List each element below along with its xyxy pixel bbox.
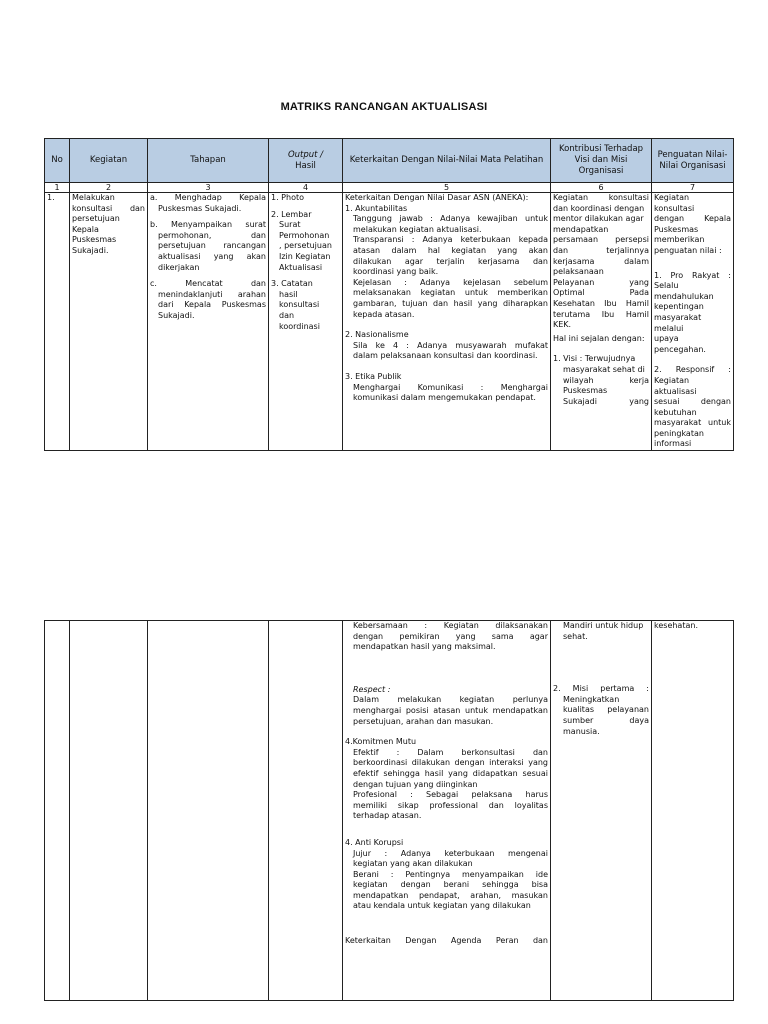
keterkaitan-cell: Keterkaitan Dengan Nilai Dasar ASN (ANEKA): 1. Akuntabilitas Tanggung jawab : Adanya kewajiban untuk melakukan kegiatan aktualisasi. Transparansi : Adanya keterbukaan kepada atasan dalam hal kegiatan yang akan dilakukan agar terjalin kerjasama dan koordinasi yang baik. Kejelasan : Adanya kejelasan sebelum melaksanakan kegiatan untuk memberikan gambaran, tujuan dan hasil yang diharapkan kepada atasan. 2. Nasionalisme Sila ke 4 : Adanya musyawarah mufakat dalam pelaksanaan konsultasi dan koordinasi. 3. Etika Publik Menghargai Komunikasi : Menghargai komunikasi dalam mengemukakan pendapat. — [343, 193, 551, 451]
column-number: 4 — [269, 183, 343, 193]
tahapan-cell — [148, 621, 269, 1001]
table-row — [45, 621, 734, 1001]
matrix-table-top — [44, 138, 734, 451]
table-row — [45, 193, 734, 451]
header-no: No — [45, 139, 70, 183]
column-number: 2 — [70, 183, 148, 193]
header-output-line-1: Output / — [287, 149, 324, 160]
column-number-row — [45, 183, 734, 193]
tahapan-cell — [148, 193, 269, 451]
page-title: MATRIKS RANCANGAN AKTUALISASI — [280, 101, 488, 113]
header-tahapan: Tahapan — [148, 139, 269, 183]
header-kontribusi: Kontribusi Terhadap Visi dan Misi Organisasi — [551, 139, 652, 183]
tahapan-item-a: a. Menghadap Kepala Puskesmas Sukajadi. — [150, 193, 266, 213]
output-item-3: 3. Catatan hasil konsultasi dan koordinasi — [271, 279, 320, 331]
kegiatan-cell: Melakukan konsultasi dan persetujuan Kepala Puskesmas Sukajadi. — [70, 193, 148, 451]
tahapan-item-c: c. Mencatat dan menindaklanjuti arahan dari Kepala Puskesmas Sukajadi. — [150, 279, 266, 320]
row-number: 1. — [45, 193, 70, 451]
header-penguatan: Penguatan Nilai-Nilai Organisasi — [652, 139, 734, 183]
header-output — [269, 139, 343, 183]
output-item-2: 2. Lembar Surat Permohonan , persetujuan Izin Kegiatan Aktualisasi — [271, 209, 332, 272]
kontribusi-cell: Kegiatan konsultasi dan koordinasi dengan mentor dilakukan agar mendapatkan persamaan persepsi dan terjalinnya kerjasama dalam pelaksanaan Pelayanan yang Optimal Pada Kesehatan Ibu Hamil terutama Ibu Hamil KEK. Hal ini sejalan dengan: 1. Visi : Terwujudnya masyarakat sehat di wilayah kerja Puskesmas Sukajadi yang — [551, 193, 652, 451]
output-item-1: 1. Photo — [271, 193, 304, 202]
header-output-line-2: Hasil — [295, 160, 316, 171]
column-number: 3 — [148, 183, 269, 193]
matrix-table-continued — [44, 620, 734, 1001]
keterkaitan-cell: Kebersamaan : Kegiatan dilaksanakan dengan pemikiran yang sama agar mendapatkan hasil yang maksimal. Respect : Dalam melakukan kegiatan perlunya menghargai posisi atasan untuk mendapatkan persetujuan, arahan dan masukan. 4.Komitmen Mutu Efektif : Dalam berkonsultasi dan berkoordinasi dilakukan dengan interaksi yang efektif sehingga hasil yang didapatkan sesuai dengan tujuan yang diinginkan Profesional : Sebagai pelaksana harus memiliki sikap professional dan loyalitas terhadap atasan. 4. Anti Korupsi Jujur : Adanya keterbukaan mengenai kegiatan yang akan dilakukan Berani : Pentingnya menyampaikan ide kegiatan dengan berani sehingga bisa mendapatkan pendapat, arahan, masukan atau kendala untuk kegiatan yang dilakukan Keterkaitan Dengan Agenda Peran dan — [343, 621, 551, 1001]
column-number: 7 — [652, 183, 734, 193]
row-number — [45, 621, 70, 1001]
header-row — [45, 139, 734, 183]
output-cell — [269, 193, 343, 451]
output-cell — [269, 621, 343, 1001]
header-kegiatan: Kegiatan — [70, 139, 148, 183]
header-keterkaitan: Keterkaitan Dengan Nilai-Nilai Mata Pelatihan — [343, 139, 551, 183]
column-number: 6 — [551, 183, 652, 193]
penguatan-cell: kesehatan. — [652, 621, 734, 1001]
column-number: 1 — [45, 183, 70, 193]
column-number: 5 — [343, 183, 551, 193]
kontribusi-cell: Mandiri untuk hidup sehat. 2. Misi pertama : Meningkatkan kualitas pelayanan sumber daya manusia. — [551, 621, 652, 1001]
tahapan-item-b: b. Menyampaikan surat permohonan, dan persetujuan rancangan aktualisasi yang akan dikerjakan — [150, 220, 266, 272]
kegiatan-cell — [70, 621, 148, 1001]
penguatan-cell: Kegiatan konsultasi dengan Kepala Puskesmas memberikan penguatan nilai : 1. Pro Rakyat : Selalu mendahulukan kepentingan masyarakat melalui upaya pencegahan. 2. Responsif : Kegiatan aktualisasi sesuai dengan kebutuhan masyarakat untuk peningkatan informasi — [652, 193, 734, 451]
